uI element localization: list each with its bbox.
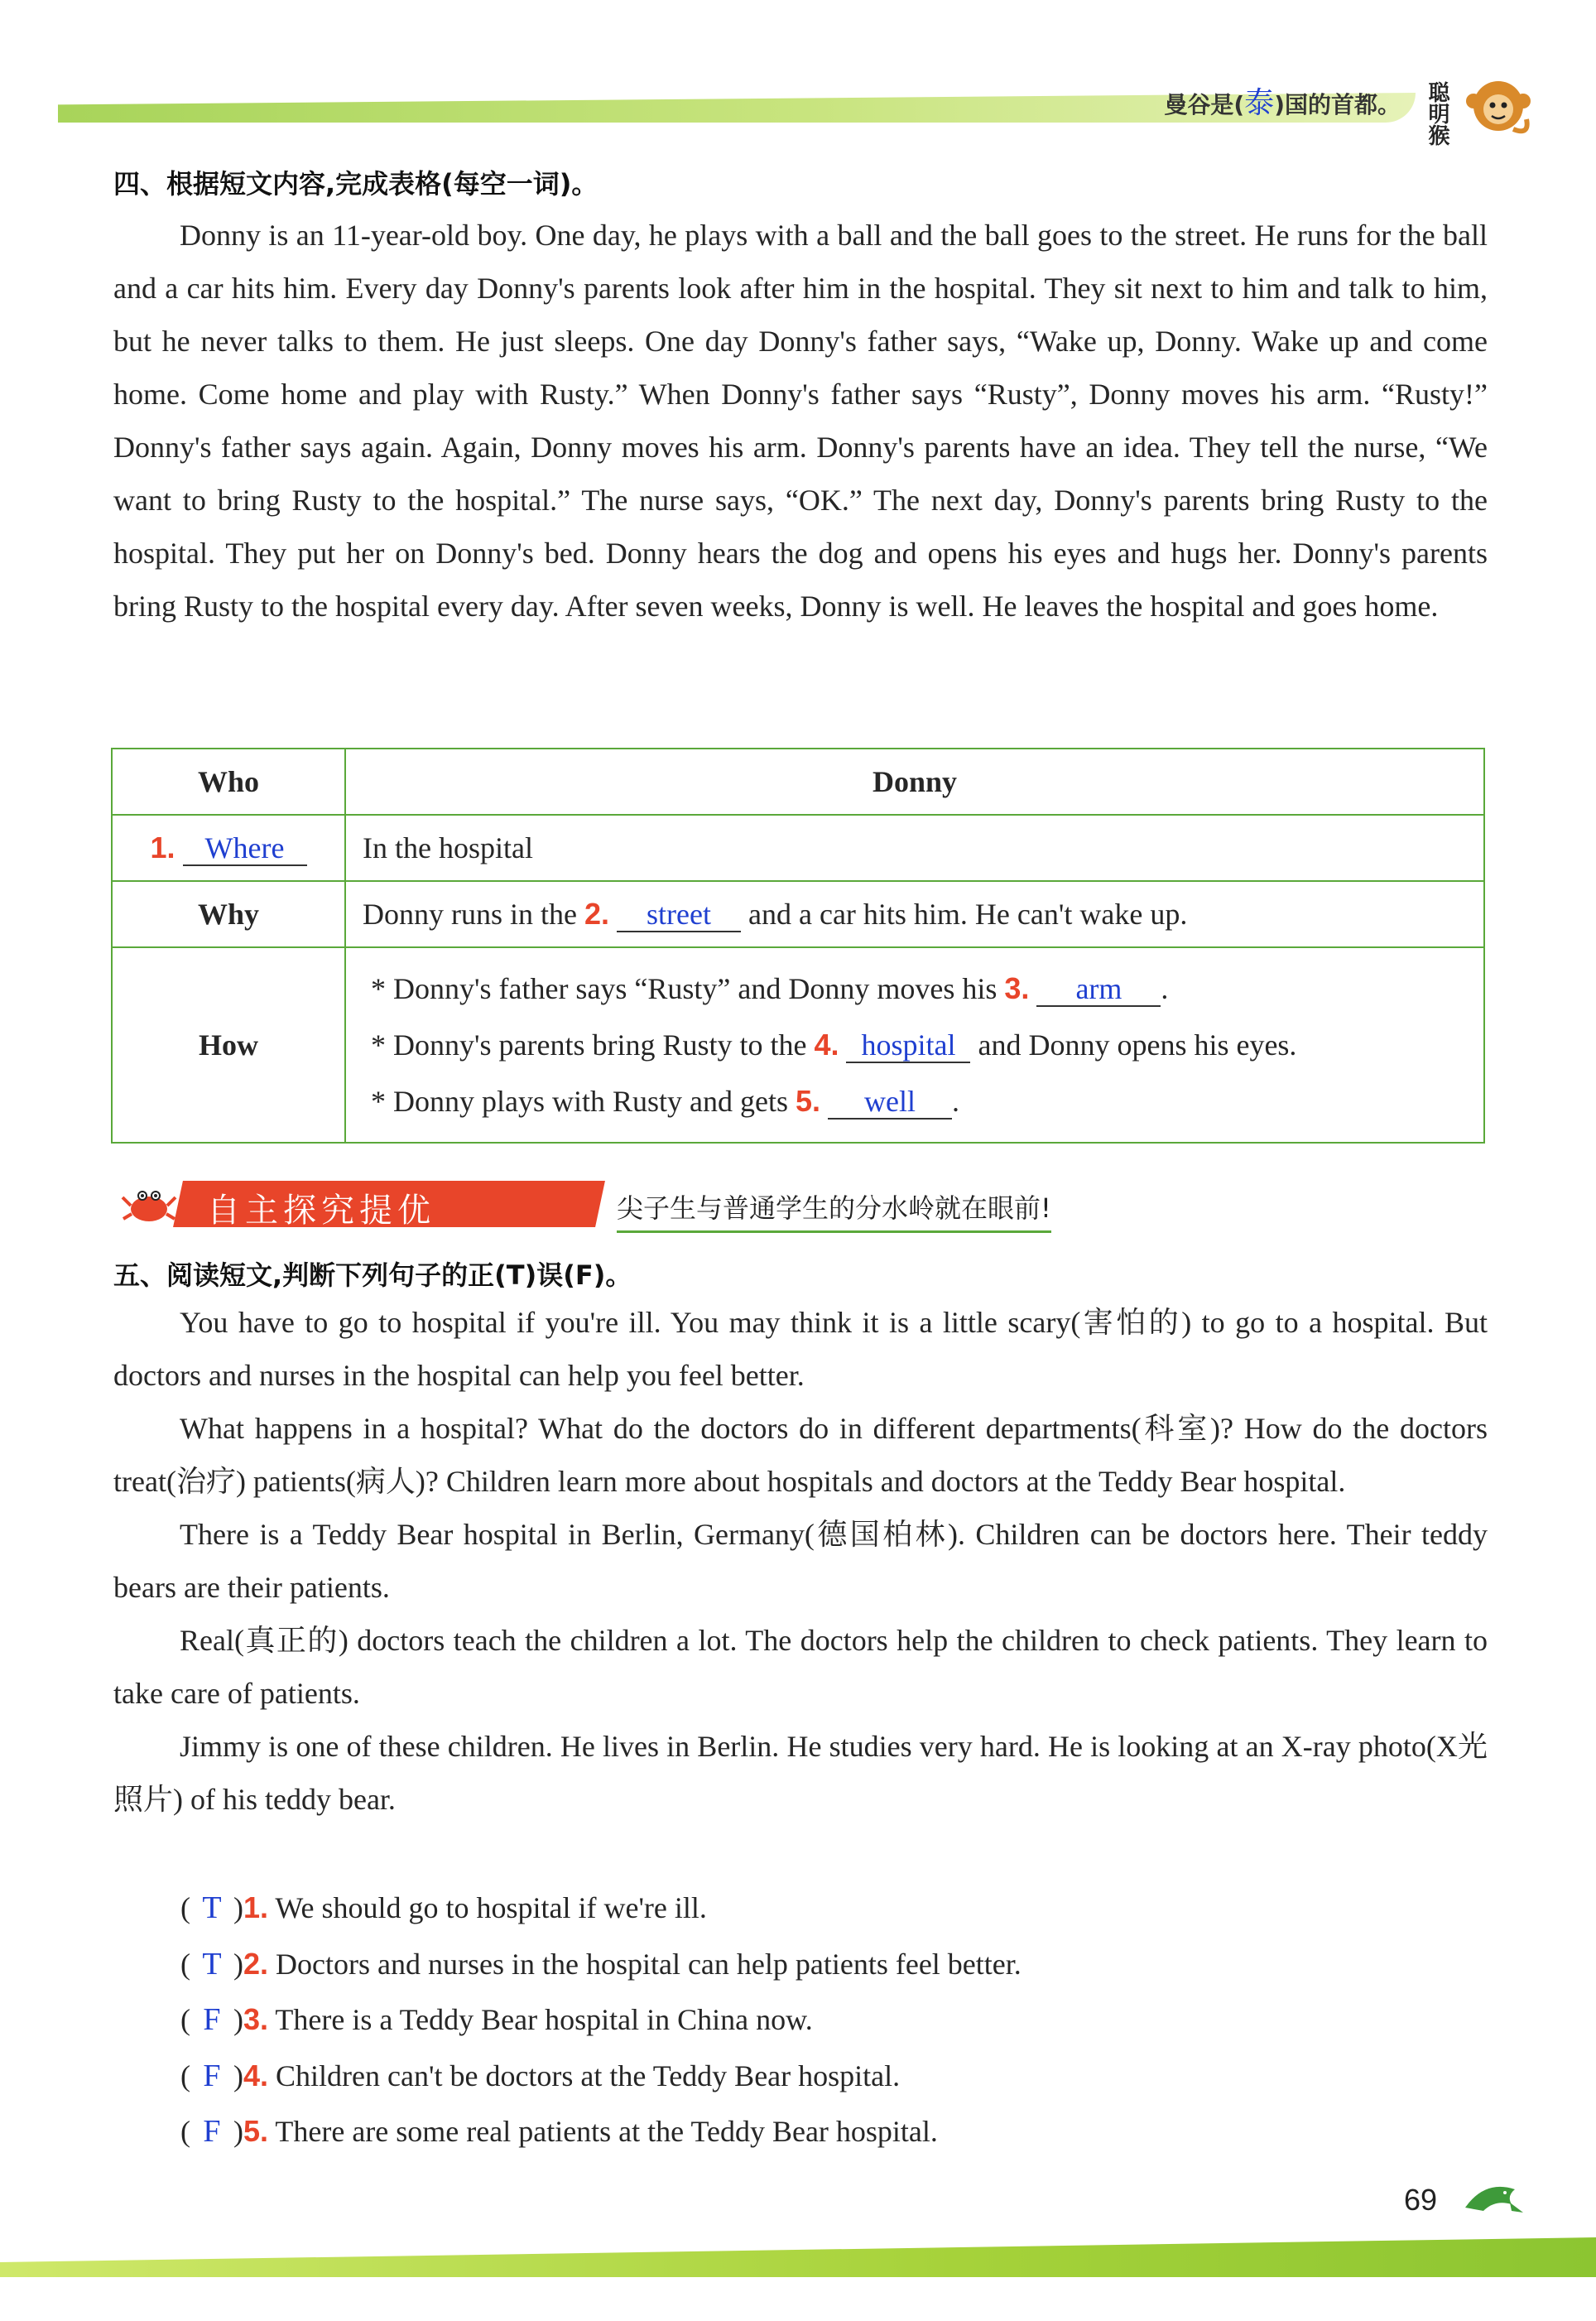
tf-item-3: ( F )3. There is a Teddy Bear hospital in China now. <box>180 1991 813 2048</box>
why-text-after: and a car hits him. He can't wake up. <box>748 897 1188 931</box>
section5-paragraph-3: There is a Teddy Bear hospital in Berlin, Germany(德国柏林). Children can be doctors here. Their teddy bears are their patients. <box>113 1518 1488 1604</box>
tf-statement-1: We should go to hospital if we're ill. <box>275 1891 707 1924</box>
how-line-1 <box>363 961 1467 1017</box>
why-text-before: Donny runs in the <box>363 897 577 931</box>
section5-title: 五、阅读短文,判断下列句子的正(T)误(F)。 <box>113 1259 632 1291</box>
header-note-prefix: 曼谷是( <box>1164 91 1245 118</box>
why-value <box>345 881 1484 947</box>
how-line-1-number: 3. <box>1004 971 1030 1005</box>
tf-number-1: 1. <box>243 1890 269 1924</box>
section5-paragraph-4: Real(真正的) doctors teach the children a lot. The doctors help the children to check patients. They learn to take care of patients. <box>113 1624 1488 1710</box>
tf-item-4: ( F )4. Children can't be doctors at the Teddy Bear hospital. <box>180 2048 900 2104</box>
how-value <box>345 947 1484 1143</box>
tf-answer-1: T <box>202 1890 222 1925</box>
info-table <box>111 748 1485 1144</box>
table-row <box>112 881 1484 947</box>
header-note <box>1164 79 1401 122</box>
section5-paragraph-5: Jimmy is one of these children. He lives in Berlin. He studies very hard. He is looking at an X-ray photo(X光照片) of his teddy bear. <box>113 1730 1488 1816</box>
section4-passage <box>113 209 1488 633</box>
section5-passage <box>113 1296 1488 1826</box>
tf-number-2: 2. <box>243 1947 269 1981</box>
tf-statement-4: Children can't be doctors at the Teddy Bear hospital. <box>276 2059 901 2092</box>
how-line-1-period: . <box>1161 972 1169 1005</box>
why-number: 2. <box>584 896 610 931</box>
section5-paragraph-2: What happens in a hospital? What do the doctors do in different departments(科室)? How do the doctors treat(治疗) patients(病人)? Children learn more about hospitals and doctors at the Teddy Bear hospital. <box>113 1412 1488 1498</box>
tf-statement-2: Doctors and nurses in the hospital can help patients feel better. <box>276 1948 1022 1981</box>
how-line-3-text: * Donny plays with Rusty and gets <box>371 1085 788 1118</box>
how-line-2-after: and Donny opens his eyes. <box>978 1028 1297 1062</box>
row1-value: In the hospital <box>345 815 1484 881</box>
why-label: Why <box>112 881 345 947</box>
how-line-2-text: * Donny's parents bring Rusty to the <box>371 1028 807 1062</box>
page-number: 69 <box>1404 2183 1438 2217</box>
table-row <box>112 749 1484 815</box>
how-line-2-number: 4. <box>814 1028 839 1062</box>
monkey-logo-icon <box>1422 53 1538 146</box>
how-line-1-answer: arm <box>1036 972 1161 1007</box>
tf-answer-5: F <box>203 2114 221 2149</box>
tf-answer-2: T <box>202 1947 222 1982</box>
banner-title: 自主探究提优 <box>207 1192 435 1230</box>
table-row <box>112 815 1484 881</box>
how-line-2-answer: hospital <box>846 1028 970 1063</box>
section5-paragraph-1: You have to go to hospital if you're ill. You may think it is a little scary(害怕的) to go to a hospital. But doctors and nurses in the hospital can help you feel better. <box>113 1306 1488 1392</box>
how-line-3-period: . <box>952 1085 960 1118</box>
who-label: Who <box>112 749 345 815</box>
row1-answer: Where <box>183 831 307 866</box>
row1-number: 1. <box>150 830 175 864</box>
banner-tagline: 尖子生与普通学生的分水岭就在眼前! <box>617 1187 1051 1233</box>
tf-number-5: 5. <box>243 2114 269 2148</box>
logo-text: 聪明猴 <box>1425 81 1449 146</box>
how-line-3 <box>363 1073 1467 1129</box>
table-row <box>112 947 1484 1143</box>
tf-number-4: 4. <box>243 2059 269 2092</box>
how-label: How <box>112 947 345 1143</box>
header-note-answer: 泰 <box>1244 86 1275 119</box>
section4-title: 四、根据短文内容,完成表格(每空一词)。 <box>113 168 598 200</box>
section-banner <box>120 1177 1051 1230</box>
how-line-1-text: * Donny's father says “Rusty” and Donny moves his <box>371 972 997 1005</box>
crab-icon <box>120 1177 178 1230</box>
tf-item-5: ( F )5. There are some real patients at the Teddy Bear hospital. <box>180 2103 938 2160</box>
how-line-2 <box>363 1017 1467 1073</box>
how-line-3-answer: well <box>828 1085 952 1120</box>
why-answer: street <box>617 898 741 932</box>
tf-item-2: ( T )2. Doctors and nurses in the hospital can help patients feel better. <box>180 1936 1022 1992</box>
section4-paragraph: Donny is an 11-year-old boy. One day, he plays with a ball and the ball goes to the street. He runs for the ball and a car hits him. Every day Donny's parents look after him in the hospital. They sit next to him and talk to him, but he never talks to them. He just sleeps. One day Donny's father says, “Wake up, Donny. Wake up and come home. Come home and play with Rusty.” When Donny's father says “Rusty”, Donny moves his arm. “Rusty!” Donny's father says again. Again, Donny moves his arm. Donny's parents have an idea. They tell the nurse, “We want to bring Rusty to the hospital.” The nurse says, “OK.” The next day, Donny's parents bring Rusty to the hospital. They put her on Donny's bed. Donny hears the dog and opens his eyes and hugs her. Donny's parents bring Rusty to the hospital every day. After seven weeks, Donny is well. He leaves the hospital and goes home. <box>113 219 1488 623</box>
tf-answer-4: F <box>203 2059 221 2093</box>
header-note-suffix: )国的首都。 <box>1274 91 1401 118</box>
row1-key <box>112 815 345 881</box>
footer-band <box>0 2227 1596 2277</box>
dolphin-icon <box>1460 2174 1526 2221</box>
tf-statement-5: There are some real patients at the Teddy Bear hospital. <box>275 2115 938 2148</box>
tf-answer-3: F <box>203 2002 221 2037</box>
tf-item-1: ( T )1. We should go to hospital if we're ill. <box>180 1880 707 1936</box>
tf-statement-3: There is a Teddy Bear hospital in China now. <box>275 2003 813 2036</box>
who-value: Donny <box>345 749 1484 815</box>
tf-number-3: 3. <box>243 2002 269 2036</box>
how-line-3-number: 5. <box>795 1084 821 1118</box>
